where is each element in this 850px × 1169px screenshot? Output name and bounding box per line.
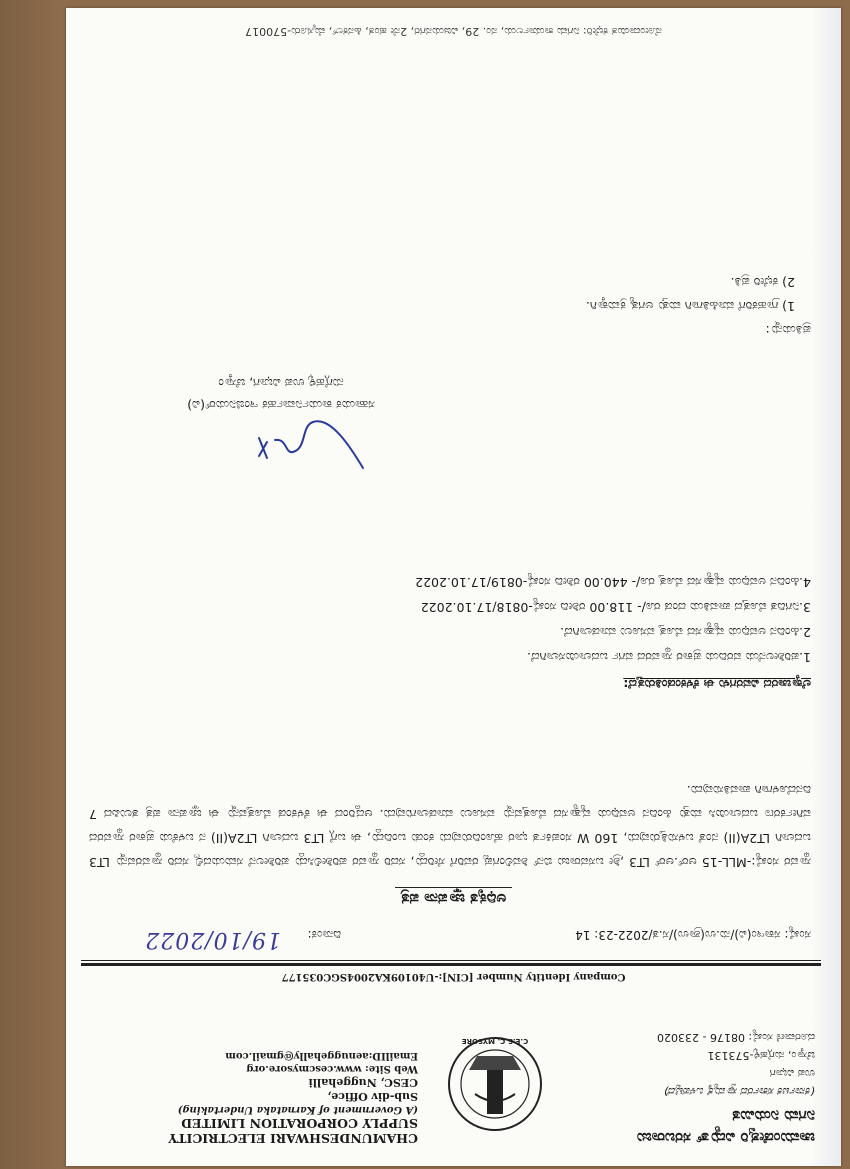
kannada-org-name-2: ನಿಗಮ ನಿಯಮಿತ: [732, 1107, 815, 1125]
date-label: ದಿನಾಂಕ:: [307, 928, 341, 942]
header-divider-thick: [81, 963, 821, 966]
signatory-office: ನುಗ್ಗೆಹಳ್ಳಿ ಉಪ ವಿಭಾಗ, ಚೆಸ್ಕಾಂ: [218, 376, 344, 391]
reference-row: [91, 918, 811, 952]
website-line: Web Site: www.cescmysore.org: [246, 1063, 418, 1074]
copy-to-item: 1) ಗ್ರಾಹಕರಿಗೆ ಮಾಹಿತಿಗಾಗಿ ಮತ್ತು ಅಗತ್ಯ ಕ್ರಮಕ್ಕಾಗಿ.: [585, 299, 795, 314]
copy-to-item: 2) ಕಛೇರಿ ಪ್ರತಿ.: [730, 275, 795, 290]
english-letterhead: [88, 1049, 418, 1146]
reference-number: ಸಂಖ್ಯೆ: ಸಕಾಇಂ(ವಿ)/ನು.ಉ(ಶ್ರಾಉ)/ಸ.ತ/2022-23: 14: [575, 928, 811, 942]
kannada-gov-line: (ಕರ್ನಾಟಕ ಸರ್ಕಾರದ ಸ್ವಾಮ್ಯಕ್ಕೆ ಒಳಪಟ್ಟಿದೆ): [663, 1085, 815, 1098]
signatory-designation: ಸಹಾಯಕ ಕಾರ್ಯನಿರ್ವಾಹಕ ಇಂಜಿನಿಯರ್(ವಿ): [187, 398, 375, 413]
email-line: EmailID:aenuggehally@gmail.com: [225, 1050, 418, 1061]
english-org-name-1: CHAMUNDESHWARI ELECTRICITY: [168, 1131, 418, 1146]
kannada-place-line: ಚೆಸ್ಕಾಂ, ನುಗ್ಗೆಹಳ್ಳಿ-573131: [707, 1049, 815, 1062]
letterhead: [83, 978, 823, 1148]
english-office-line: Sub-div Office,: [327, 1090, 418, 1103]
document-title-text: ಅಧಿಕೃತ ಜ್ಞಾಪನಾ ಪತ್ರ: [395, 887, 512, 908]
registered-office-footer: ನೋಂದಾಯಿತ ಕಛೇರಿ: ನಿಗಮ ಕಾರ್ಯಾಲಯ, ನಂ. 29, ವಿಜಯನಗರ, 2ನೇ ಹಂತ, ಹಿನಕಲ್, ಮೈಸೂರು-570017: [245, 25, 662, 38]
document-title: [66, 890, 841, 908]
english-gov-line: (A Government of Karnataka Undertaking): [177, 1104, 418, 1115]
english-org-name-2: SUPPLY CORPORATION LIMITED: [181, 1116, 418, 1131]
logo-text: C.E.S.C. MYSORE: [461, 1037, 529, 1045]
calculation-heading: ಲೆಕ್ಕಾಚಾರದ ವಿವರಗಳು ಈ ಕೆಳಕಂಡಂತಿರುತ್ತದೆ:: [623, 677, 811, 692]
handwritten-date: 19/10/2022: [144, 927, 281, 952]
cesc-logo: [445, 1034, 545, 1134]
copy-to-label: ಪ್ರತಿಯನ್ನು:: [765, 323, 811, 338]
calculation-list: [91, 570, 811, 670]
signature-block: [151, 372, 411, 416]
letter-sheet: [66, 8, 841, 1166]
company-cin: Company Identity Number [CIN]:-U40109KA2004SGC035177: [281, 971, 626, 982]
english-place-line: CESC, Nuggehalli: [308, 1076, 418, 1089]
list-item: 2.ಹಿಂದಿನ ಅವಧಿಯ ವ್ಯತ್ಯಾಸದ ಮೊತ್ತ ವಸೂಲು ಮಾಡಲಾಗಿದೆ.: [560, 625, 811, 640]
kannada-org-name: ಚಾಮುಂಡೇಶ್ವರಿ ವಿದ್ಯುತ್ ಸರಬರಾಜು: [636, 1129, 815, 1147]
list-item: 3.ನಿಗದಿತ ಮೊತ್ತದ ಪಾವತಿಯ ದಂಡ ರೂ/- 118.00 ರಶೀದಿ ಸಂಖ್ಯೆ-0818/17.10.2022: [420, 600, 811, 615]
signature: [241, 408, 371, 478]
kannada-phone-line: ದೂರವಾಣಿ ಸಂಖ್ಯೆ: 08176 - 233020: [656, 1031, 815, 1044]
header-divider-thin: [81, 960, 821, 961]
kannada-office-line: ಉಪ ವಿಭಾಗ: [769, 1067, 815, 1080]
copy-to-section: [586, 270, 811, 342]
list-item: 1.ಪರಿಶೀಲನೆಯ ವರದಿಯ ಪ್ರಕಾರ ಸ್ಥಾವರದ ವರ್ಗ ಬದಲಾಯಿಸಲಾಗಿದೆ.: [526, 650, 811, 665]
list-item: 4.ಹಿಂದಿನ ಅವಧಿಯ ವ್ಯತ್ಯಾಸದ ಮೊತ್ತ ರೂ/- 440.00 ರಶೀದಿ ಸಂಖ್ಯೆ-0819/17.10.2022: [415, 575, 811, 590]
body-paragraph: ಸ್ಥಾವರ ಸಂಖ್ಯೆ:-MLL-15 ಆರ್.ಆರ್ LT3 ,ಶ್ರೀ ಬಸವರಾಜು ಬಿನ್ ಶಿವಲಿಂಗಪ್ಪ ರವರಿಗೆ ಸೇರಿದ್ದು, ಸದರಿ ಸ್ಥಾವರ ಪರಿಶೀಲಿಸಿದ್ದು ಪರಿಶೀಲನೆ ಸಮಯದಲ್ಲಿ ಸದರಿ ಸ್ಥಾವರವನ್ನು LT3 ಬದಲಾಗಿ LT2A(II) ನಂತೆ ಬಳಸುತ್ತಿರುವುದು, 160 W ಸಂಪರ್ಕಿತ ಭಾರ ಹೊಂದಿರುವುದು ಕಂಡು ಬಂದಿದ್ದು, ಈ ಬಗ್ಗೆ LT3 ಬದಲಾಗಿ LT2A(II) ನ ಬಳಕೆಯ ಪ್ರಕಾರ ಸ್ಥಾವರದ ವರ್ಗೀಕರಣ ಬದಲಾಯಿಸಿ ಮತ್ತು ಹಿಂದಿನ ಅವಧಿಯ ವ್ಯತ್ಯಾಸದ ಮೊತ್ತವನ್ನು ವಸೂಲು ಮಾಡಲಾಗುವುದು. ಆದ್ದರಿಂದ ಈ ಕೆಳಕಂಡ ಮೊತ್ತವನ್ನು ಈ ಜ್ಞಾಪನಾ ಪತ್ರ ತಲುಪಿದ 7 ದಿನದೊಳಗಾಗಿ ಪಾವತಿಸುವುದು.: [89, 783, 811, 870]
